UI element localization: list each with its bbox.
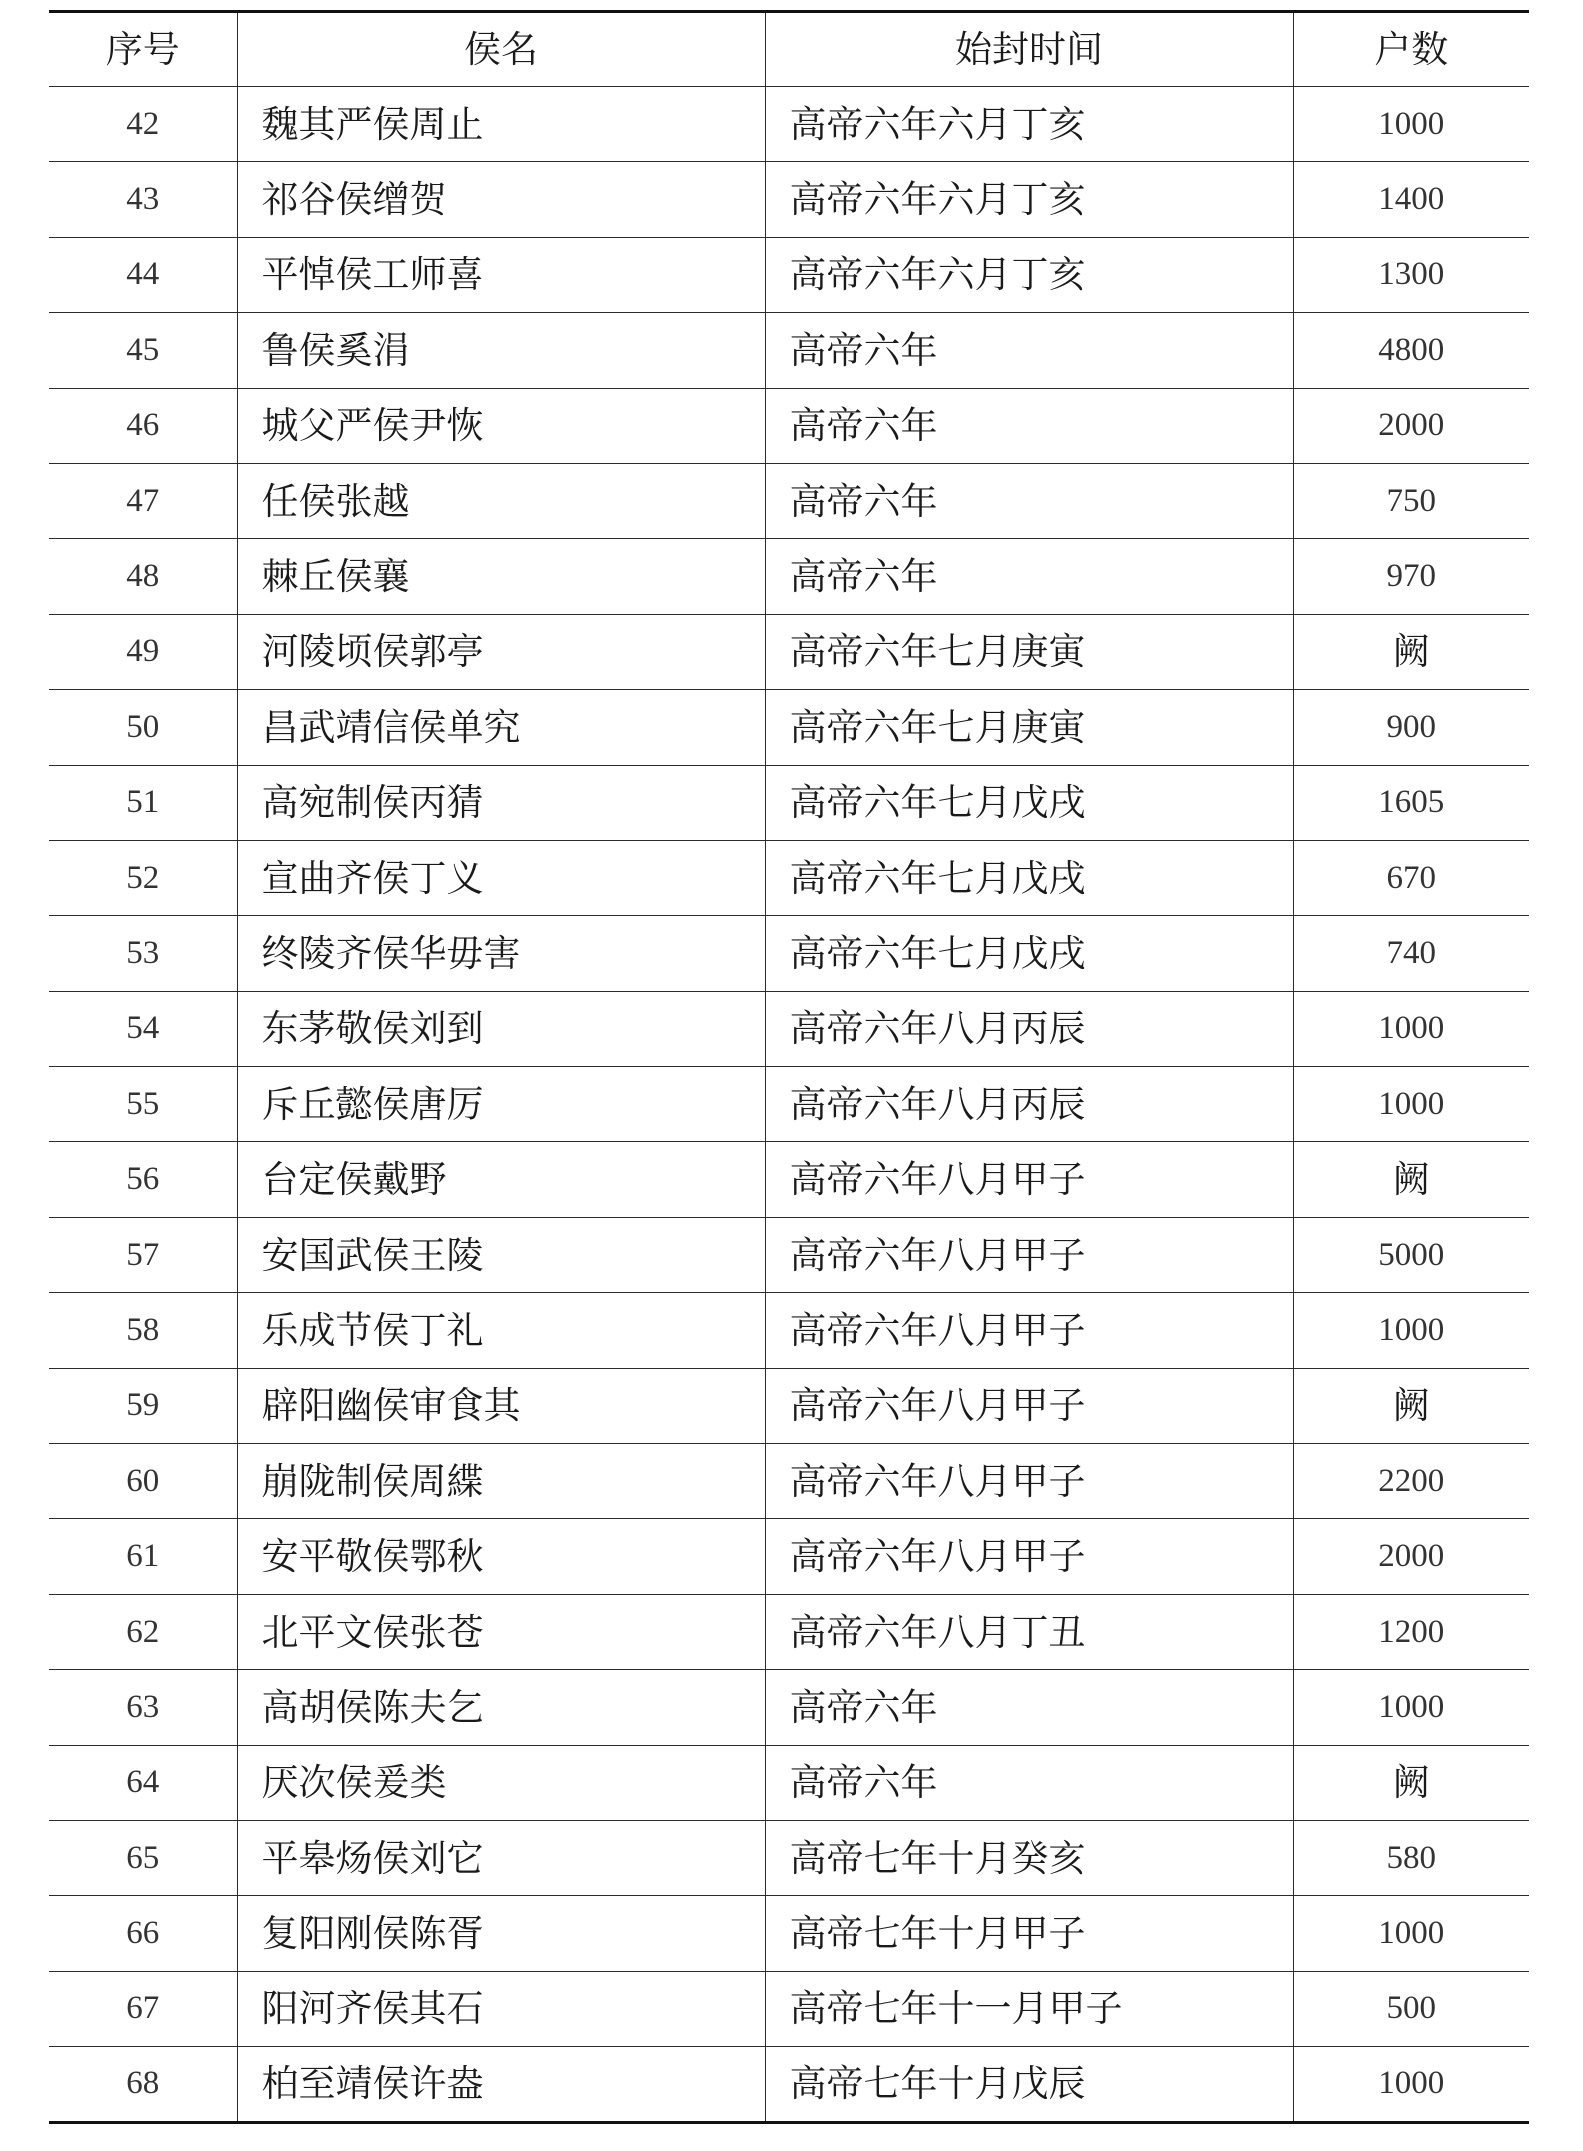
row-index: 62 <box>49 1594 237 1669</box>
marquis-name: 北平文侯张苍 <box>237 1594 765 1669</box>
marquis-name: 厌次侯爰类 <box>237 1745 765 1820</box>
marquis-name: 高胡侯陈夫乞 <box>237 1670 765 1745</box>
marquis-name: 阳河齐侯其石 <box>237 1971 765 2046</box>
row-index: 68 <box>49 2047 237 2122</box>
household-count: 670 <box>1293 840 1529 915</box>
enfeoff-date: 高帝六年八月丁丑 <box>765 1594 1293 1669</box>
marquis-name: 昌武靖信侯单究 <box>237 690 765 765</box>
marquis-name: 东茅敬侯刘到 <box>237 991 765 1066</box>
row-index: 56 <box>49 1142 237 1217</box>
table-row <box>49 539 1529 614</box>
household-count: 500 <box>1293 1971 1529 2046</box>
table-row <box>49 1594 1529 1669</box>
header-household-count: 户数 <box>1293 12 1529 87</box>
household-count: 4800 <box>1293 313 1529 388</box>
table-row <box>49 463 1529 538</box>
table-row <box>49 916 1529 991</box>
row-index: 59 <box>49 1368 237 1443</box>
enfeoff-date: 高帝六年 <box>765 539 1293 614</box>
enfeoff-date: 高帝六年七月戊戌 <box>765 840 1293 915</box>
row-index: 58 <box>49 1293 237 1368</box>
marquis-table-container <box>49 10 1529 2124</box>
enfeoff-date: 高帝六年八月甲子 <box>765 1142 1293 1217</box>
marquis-table <box>49 10 1529 2124</box>
enfeoff-date: 高帝六年七月戊戌 <box>765 765 1293 840</box>
row-index: 63 <box>49 1670 237 1745</box>
row-index: 50 <box>49 690 237 765</box>
row-index: 51 <box>49 765 237 840</box>
row-index: 53 <box>49 916 237 991</box>
row-index: 60 <box>49 1444 237 1519</box>
row-index: 44 <box>49 237 237 312</box>
marquis-name: 城父严侯尹恢 <box>237 388 765 463</box>
table-row <box>49 237 1529 312</box>
table-row <box>49 388 1529 463</box>
table-row <box>49 765 1529 840</box>
enfeoff-date: 高帝七年十月癸亥 <box>765 1820 1293 1895</box>
household-count: 1000 <box>1293 87 1529 162</box>
household-count: 阙 <box>1293 614 1529 689</box>
marquis-name: 柏至靖侯许盎 <box>237 2047 765 2122</box>
row-index: 65 <box>49 1820 237 1895</box>
table-row <box>49 313 1529 388</box>
household-count: 1000 <box>1293 1896 1529 1971</box>
row-index: 47 <box>49 463 237 538</box>
table-row <box>49 1293 1529 1368</box>
marquis-name: 祁谷侯缯贺 <box>237 162 765 237</box>
marquis-name: 终陵齐侯华毋害 <box>237 916 765 991</box>
table-row <box>49 991 1529 1066</box>
enfeoff-date: 高帝六年八月甲子 <box>765 1444 1293 1519</box>
row-index: 45 <box>49 313 237 388</box>
marquis-name: 任侯张越 <box>237 463 765 538</box>
table-row <box>49 1519 1529 1594</box>
table-body <box>49 87 1529 2123</box>
household-count: 2200 <box>1293 1444 1529 1519</box>
marquis-name: 乐成节侯丁礼 <box>237 1293 765 1368</box>
enfeoff-date: 高帝六年 <box>765 463 1293 538</box>
row-index: 64 <box>49 1745 237 1820</box>
marquis-name: 辟阳幽侯审食其 <box>237 1368 765 1443</box>
row-index: 66 <box>49 1896 237 1971</box>
table-row <box>49 690 1529 765</box>
enfeoff-date: 高帝七年十月甲子 <box>765 1896 1293 1971</box>
table-row <box>49 840 1529 915</box>
table-row <box>49 1368 1529 1443</box>
marquis-name: 台定侯戴野 <box>237 1142 765 1217</box>
row-index: 61 <box>49 1519 237 1594</box>
row-index: 48 <box>49 539 237 614</box>
enfeoff-date: 高帝六年八月甲子 <box>765 1519 1293 1594</box>
enfeoff-date: 高帝六年 <box>765 313 1293 388</box>
enfeoff-date: 高帝六年 <box>765 1670 1293 1745</box>
enfeoff-date: 高帝六年 <box>765 1745 1293 1820</box>
household-count: 580 <box>1293 1820 1529 1895</box>
table-row <box>49 1067 1529 1142</box>
household-count: 2000 <box>1293 388 1529 463</box>
enfeoff-date: 高帝六年八月丙辰 <box>765 991 1293 1066</box>
household-count: 1200 <box>1293 1594 1529 1669</box>
household-count: 1000 <box>1293 991 1529 1066</box>
row-index: 43 <box>49 162 237 237</box>
marquis-name: 棘丘侯襄 <box>237 539 765 614</box>
enfeoff-date: 高帝六年六月丁亥 <box>765 87 1293 162</box>
marquis-name: 平悼侯工师喜 <box>237 237 765 312</box>
row-index: 55 <box>49 1067 237 1142</box>
enfeoff-date: 高帝六年八月丙辰 <box>765 1067 1293 1142</box>
household-count: 阙 <box>1293 1745 1529 1820</box>
table-row <box>49 162 1529 237</box>
household-count: 740 <box>1293 916 1529 991</box>
marquis-name: 复阳刚侯陈胥 <box>237 1896 765 1971</box>
marquis-name: 斥丘懿侯唐厉 <box>237 1067 765 1142</box>
marquis-name: 平皋炀侯刘它 <box>237 1820 765 1895</box>
row-index: 54 <box>49 991 237 1066</box>
table-row <box>49 1217 1529 1292</box>
marquis-name: 崩陇制侯周緤 <box>237 1444 765 1519</box>
enfeoff-date: 高帝七年十一月甲子 <box>765 1971 1293 2046</box>
row-index: 49 <box>49 614 237 689</box>
header-marquis-name: 侯名 <box>237 12 765 87</box>
row-index: 57 <box>49 1217 237 1292</box>
enfeoff-date: 高帝六年六月丁亥 <box>765 237 1293 312</box>
household-count: 1300 <box>1293 237 1529 312</box>
marquis-name: 河陵顷侯郭亭 <box>237 614 765 689</box>
enfeoff-date: 高帝六年八月甲子 <box>765 1217 1293 1292</box>
marquis-name: 安平敬侯鄂秋 <box>237 1519 765 1594</box>
row-index: 46 <box>49 388 237 463</box>
row-index: 52 <box>49 840 237 915</box>
household-count: 1400 <box>1293 162 1529 237</box>
enfeoff-date: 高帝六年八月甲子 <box>765 1293 1293 1368</box>
household-count: 1000 <box>1293 1670 1529 1745</box>
table-row <box>49 1142 1529 1217</box>
enfeoff-date: 高帝六年 <box>765 388 1293 463</box>
marquis-name: 魏其严侯周止 <box>237 87 765 162</box>
row-index: 67 <box>49 1971 237 2046</box>
header-enfeoff-date: 始封时间 <box>765 12 1293 87</box>
household-count: 750 <box>1293 463 1529 538</box>
enfeoff-date: 高帝六年七月戊戌 <box>765 916 1293 991</box>
table-row <box>49 1820 1529 1895</box>
table-row <box>49 1896 1529 1971</box>
marquis-name: 鲁侯奚涓 <box>237 313 765 388</box>
enfeoff-date: 高帝六年八月甲子 <box>765 1368 1293 1443</box>
table-row <box>49 2047 1529 2122</box>
household-count: 1605 <box>1293 765 1529 840</box>
table-row <box>49 1745 1529 1820</box>
household-count: 1000 <box>1293 1067 1529 1142</box>
marquis-name: 宣曲齐侯丁义 <box>237 840 765 915</box>
enfeoff-date: 高帝六年七月庚寅 <box>765 614 1293 689</box>
row-index: 42 <box>49 87 237 162</box>
marquis-name: 安国武侯王陵 <box>237 1217 765 1292</box>
household-count: 1000 <box>1293 2047 1529 2122</box>
table-header <box>49 12 1529 87</box>
table-row <box>49 1971 1529 2046</box>
header-index: 序号 <box>49 12 237 87</box>
marquis-name: 高宛制侯丙猜 <box>237 765 765 840</box>
household-count: 阙 <box>1293 1368 1529 1443</box>
household-count: 970 <box>1293 539 1529 614</box>
household-count: 900 <box>1293 690 1529 765</box>
household-count: 5000 <box>1293 1217 1529 1292</box>
table-row <box>49 1444 1529 1519</box>
household-count: 1000 <box>1293 1293 1529 1368</box>
table-row <box>49 1670 1529 1745</box>
enfeoff-date: 高帝六年七月庚寅 <box>765 690 1293 765</box>
header-row <box>49 12 1529 87</box>
table-row <box>49 87 1529 162</box>
household-count: 阙 <box>1293 1142 1529 1217</box>
enfeoff-date: 高帝六年六月丁亥 <box>765 162 1293 237</box>
household-count: 2000 <box>1293 1519 1529 1594</box>
enfeoff-date: 高帝七年十月戊辰 <box>765 2047 1293 2122</box>
table-row <box>49 614 1529 689</box>
